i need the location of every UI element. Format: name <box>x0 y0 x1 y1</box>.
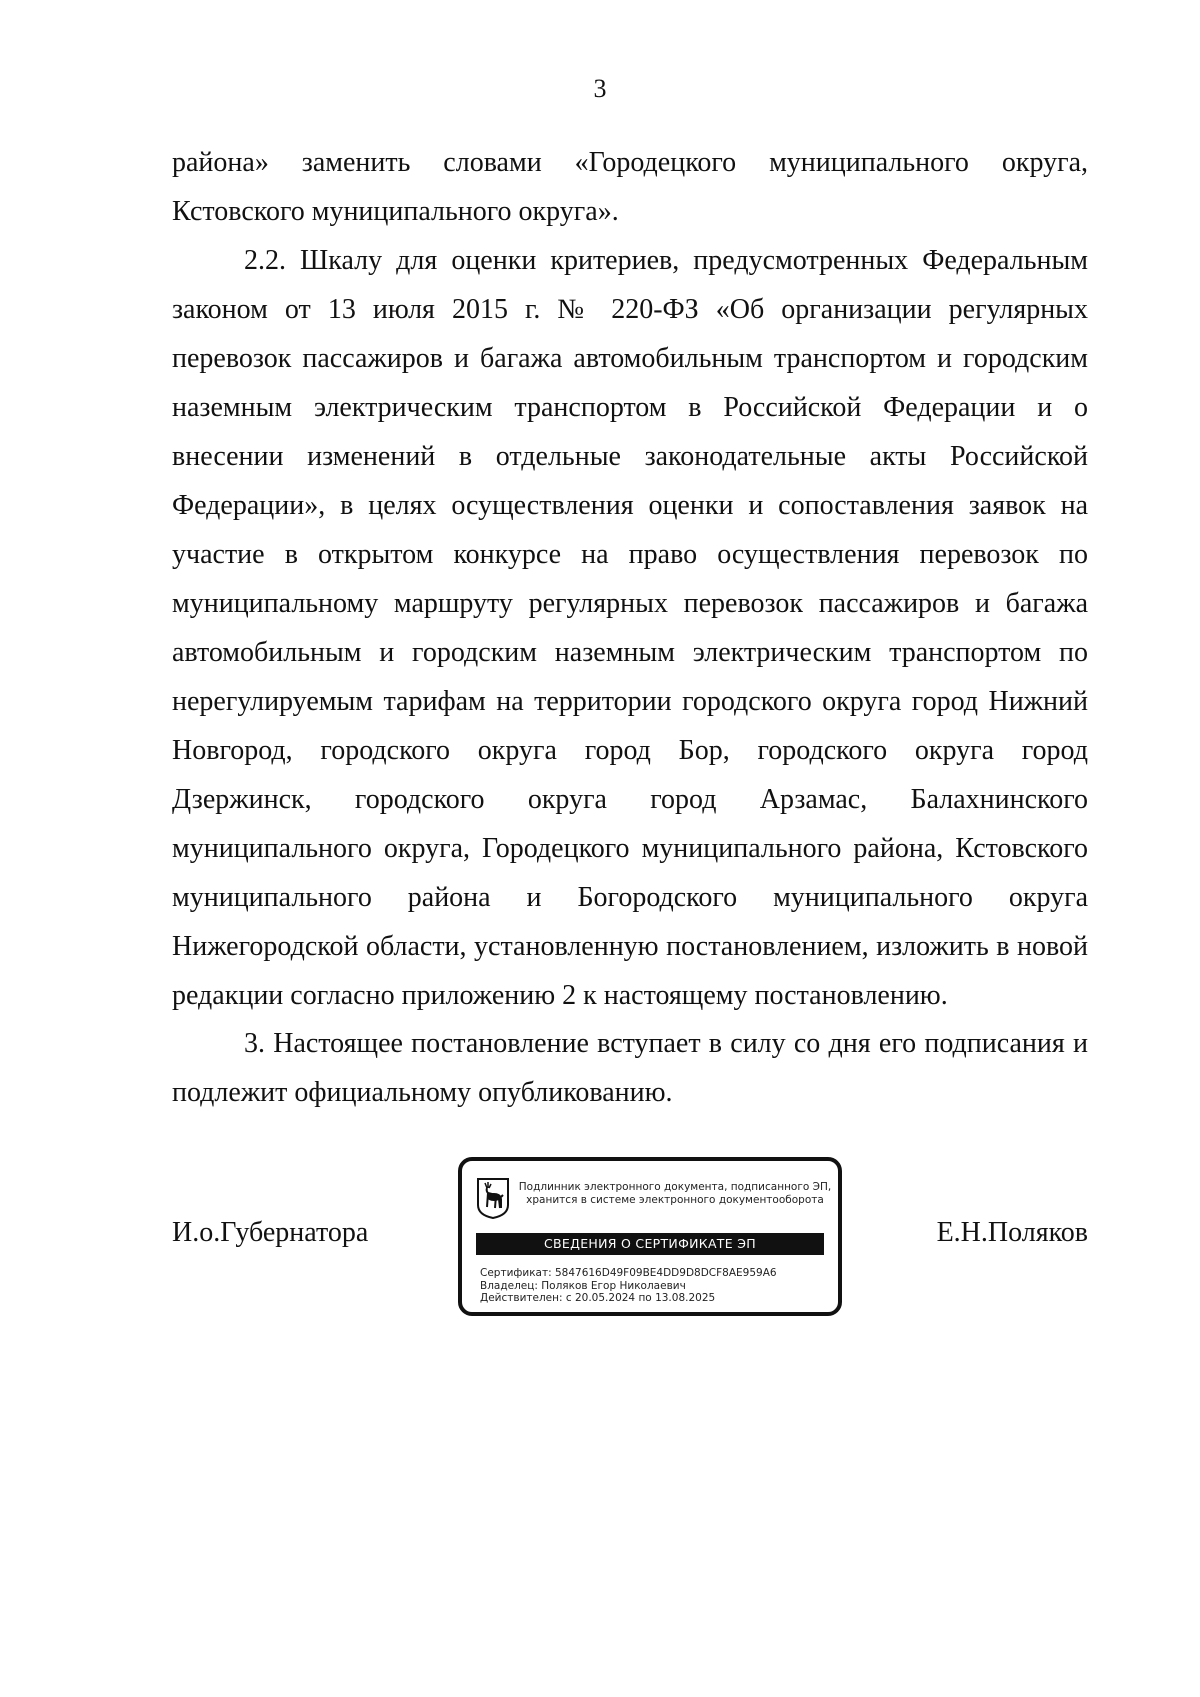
stamp-header-line-2: хранится в системе электронного документооборота <box>526 1194 824 1206</box>
paragraph-item-3: 3. Настоящее постановление вступает в силу со дня его подписания и подлежит официальному опубликованию. <box>172 1028 1088 1108</box>
paragraph-item-2-2: 2.2. Шкалу для оценки критериев, предусмотренных Федеральным законом от 13 июля 2015 г. № 220-ФЗ «Об организации регулярных перевозок пассажиров и багажа автомобильным транспортом и городским наземным электрическим транспортом в Российской Федерации и о внесении изменений в отдельные законодательные акты Российской Федерации», в целях осуществления оценки и сопоставления заявок на участие в открытом конкурсе на право осуществления перевозок по муниципальному маршруту регулярных перевозок пассажиров и багажа автомобильным и городским наземным электрическим транспортом по нерегулируемым тарифам на территории городского округа город Нижний Новгород, городского округа город Бор, городского округа город Дзержинск, городского округа город Арзамас, Балахнинского муниципального округа, Городецкого муниципального района, Кстовского муниципального района и Богородского муниципального округа Нижегородской области, установленную постановлением, изложить в новой редакции согласно приложению 2 к настоящему постановлению. <box>172 245 1088 1011</box>
stamp-details <box>480 1267 777 1305</box>
deer-coat-of-arms-icon <box>476 1177 510 1219</box>
stamp-header-line-1: Подлинник электронного документа, подписанного ЭП, <box>518 1181 832 1193</box>
certificate-validity: Действителен: с 20.05.2024 по 13.08.2025 <box>480 1292 716 1304</box>
signatory-name: Е.Н.Поляков <box>936 1217 1088 1248</box>
stamp-header <box>516 1181 834 1207</box>
certificate-number: Сертификат: 5847616D49F09BE4DD9D8DCF8AE959A6 <box>480 1267 777 1279</box>
paragraph-continuation: района» заменить словами «Городецкого муниципального округа, Кстовского муниципального округа». <box>172 147 1088 227</box>
stamp-banner: СВЕДЕНИЯ О СЕРТИФИКАТЕ ЭП <box>476 1233 824 1255</box>
electronic-signature-stamp <box>458 1157 842 1316</box>
page-number: 3 <box>593 74 607 103</box>
certificate-owner: Владелец: Поляков Егор Николаевич <box>480 1279 686 1292</box>
signatory-title: И.о.Губернатора <box>172 1217 369 1248</box>
